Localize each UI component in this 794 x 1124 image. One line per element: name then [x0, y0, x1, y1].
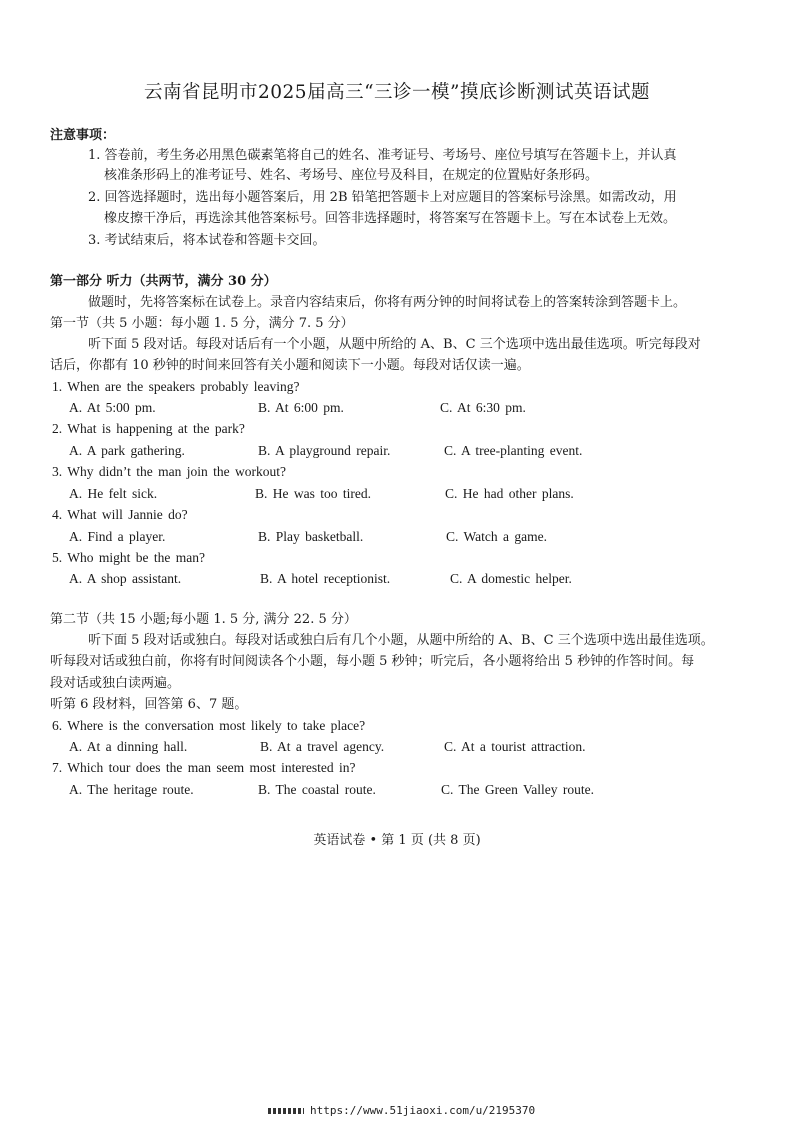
- question-4: 4. What will Jannie do?: [52, 507, 188, 522]
- option-6c: C. At a tourist attraction.: [444, 739, 586, 754]
- watermark-url: https://www.51jiaoxi.com/u/2195370: [310, 1104, 536, 1117]
- option-1a: A. At 5:00 pm.: [69, 400, 156, 415]
- option-1c: C. At 6:30 pm.: [440, 400, 526, 415]
- option-3b: B. He was too tired.: [255, 486, 371, 501]
- question-6: 6. Where is the conversation most likely to take place?: [52, 718, 366, 733]
- option-1b: B. At 6:00 pm.: [258, 400, 344, 415]
- page-footer: 英语试卷 • 第 1 页 (共 8 页): [313, 833, 481, 848]
- question-5: 5. Who might be the man?: [52, 550, 205, 565]
- notice-item-2: 2. 回答选择题时，选出每小题答案后，用 2B 铅笔把答题卡上对应题目的答案标号涂黑。如需改动，用: [88, 190, 677, 205]
- part1-heading: 第一部分 听力（共两节，满分 30 分）: [50, 274, 277, 289]
- question-2: 2. What is happening at the park?: [52, 421, 245, 436]
- option-7c: C. The Green Valley route.: [441, 782, 594, 797]
- section1-instruction-1: 听下面 5 段对话。每段对话后有一个小题，从题中所给的 A、B、C 三个选项中选出最佳选项。听完每段对: [88, 337, 701, 352]
- notice-item-1-cont: 核准条形码上的准考证号、姓名、考场号、座位号及科目，在规定的位置贴好条形码。: [104, 168, 599, 183]
- notice-item-2-cont: 橡皮擦干净后，再选涂其他答案标号。回答非选择题时，将答案写在答题卡上。写在本试卷上无效。: [104, 211, 677, 226]
- option-6b: B. At a travel agency.: [260, 739, 385, 754]
- notice-heading: 注意事项：: [50, 128, 116, 143]
- option-3a: A. He felt sick.: [69, 486, 158, 501]
- option-5a: A. A shop assistant.: [69, 571, 182, 586]
- section2-instruction-2: 听每段对话或独白前，你将有时间阅读各个小题，每小题 5 秒钟；听完后，各小题将给出 5 秒钟的作答时间。每: [50, 654, 695, 669]
- question-1: 1. When are the speakers probably leaving?: [52, 379, 300, 394]
- watermark-logo-icon: [268, 1108, 304, 1114]
- option-4a: A. Find a player.: [69, 529, 166, 544]
- option-5c: C. A domestic helper.: [450, 571, 572, 586]
- watermark: [268, 1104, 535, 1117]
- section1-instruction-2: 话后，你都有 10 秒钟的时间来回答有关小题和阅读下一小题。每段对话仅读一遍。: [50, 358, 530, 373]
- option-4b: B. Play basketball.: [258, 529, 364, 544]
- option-2c: C. A tree-planting event.: [444, 443, 583, 458]
- notice-item-3: 3. 考试结束后，将本试卷和答题卡交回。: [88, 233, 326, 248]
- section2-heading: 第二节（共 15 小题;每小题 1. 5 分, 满分 22. 5 分）: [50, 612, 357, 627]
- question-7: 7. Which tour does the man seem most interested in?: [52, 760, 356, 775]
- option-2b: B. A playground repair.: [258, 443, 391, 458]
- option-4c: C. Watch a game.: [446, 529, 548, 544]
- section1-heading: 第一节（共 5 小题：每小题 1. 5 分，满分 7. 5 分）: [50, 316, 354, 331]
- page-title: 云南省昆明市2025届高三“三诊一模”摸底诊断测试英语试题: [144, 82, 650, 103]
- option-7a: A. The heritage route.: [69, 782, 194, 797]
- part1-intro: 做题时，先将答案标在试卷上。录音内容结束后，你将有两分钟的时间将试卷上的答案转涂到答题卡上。: [88, 295, 687, 310]
- section2-instruction-3: 段对话或独白读两遍。: [50, 676, 181, 691]
- question-3: 3. Why didn’t the man join the workout?: [52, 464, 286, 479]
- option-5b: B. A hotel receptionist.: [260, 571, 391, 586]
- option-2a: A. A park gathering.: [69, 443, 185, 458]
- section2-instruction-1: 听下面 5 段对话或独白。每段对话或独白后有几个小题，从题中所给的 A、B、C 三个选项中选出最佳选项。: [88, 633, 714, 648]
- option-6a: A. At a dinning hall.: [69, 739, 188, 754]
- material-note: 听第 6 段材料，回答第 6、7 题。: [50, 697, 248, 712]
- option-7b: B. The coastal route.: [258, 782, 376, 797]
- notice-item-1: 1. 答卷前，考生务必用黑色碳素笔将自己的姓名、准考证号、考场号、座位号填写在答题卡上，并认真: [88, 148, 677, 163]
- option-3c: C. He had other plans.: [445, 486, 574, 501]
